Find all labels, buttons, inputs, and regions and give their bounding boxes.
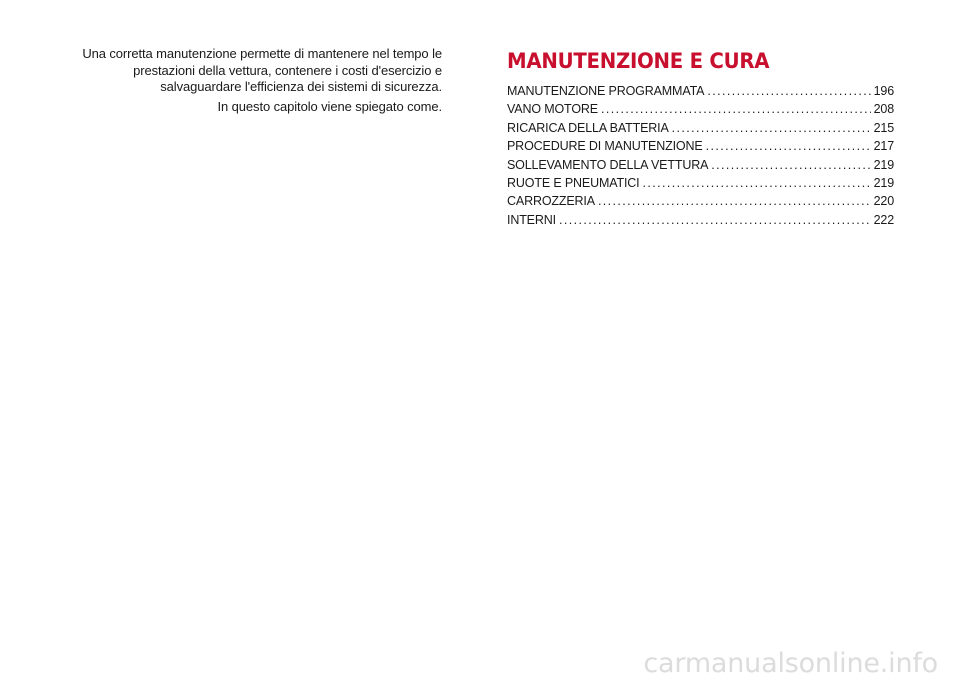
toc-entry-label: SOLLEVAMENTO DELLA VETTURA <box>507 157 709 172</box>
intro-paragraph: In questo capitolo viene spiegato come. <box>217 98 442 114</box>
toc-entry-ruote-pneumatici[interactable] <box>507 174 894 192</box>
toc-entry-label: VANO MOTORE <box>507 102 598 117</box>
toc-entry-page: 196 <box>873 84 894 98</box>
toc-entry-label: INTERNI <box>507 212 556 227</box>
toc-entry-page: 208 <box>873 102 894 117</box>
toc-entry-page: 215 <box>873 120 894 135</box>
toc-entry-label: RICARICA DELLA BATTERIA <box>507 120 669 135</box>
toc-entry-carrozzeria[interactable] <box>507 192 894 210</box>
toc-leader-dots <box>672 119 871 137</box>
toc-leader-dots <box>601 100 871 118</box>
toc-leader-dots <box>707 82 870 100</box>
toc-entry-page: 219 <box>873 175 894 190</box>
toc-entry-label: RUOTE E PNEUMATICI <box>507 175 640 190</box>
toc-entry-page: 220 <box>873 194 894 209</box>
chapter-title: MANUTENZIONE E CURA <box>507 49 770 73</box>
toc-entry-ricarica-batteria[interactable] <box>507 119 894 137</box>
intro-paragraph: Una corretta manutenzione permette di mantenere nel tempo le prestazioni della vettura, contenere i costi d'esercizio e salvaguardare l'efficienza dei sistemi di sicurezza. <box>82 46 442 94</box>
toc-entry-procedure-manutenzione[interactable] <box>507 137 894 155</box>
toc-entry-page: 219 <box>873 157 894 172</box>
watermark-text: carmanualsonline.info <box>643 648 938 679</box>
toc-entry-label: PROCEDURE DI MANUTENZIONE <box>507 139 703 154</box>
toc-entry-label: CARROZZERIA <box>507 194 595 209</box>
toc-entry-vano-motore[interactable] <box>507 100 894 118</box>
toc-leader-dots <box>643 174 871 192</box>
intro-text <box>60 46 442 115</box>
toc-list <box>507 82 894 229</box>
toc-leader-dots <box>598 192 871 210</box>
toc-entry-page: 222 <box>873 212 894 227</box>
toc-leader-dots <box>711 156 870 174</box>
toc-entry-manutenzione-programmata[interactable] <box>507 82 894 100</box>
toc-entry-label: MANUTENZIONE PROGRAMMATA <box>507 84 705 98</box>
toc-entry-interni[interactable] <box>507 211 894 229</box>
toc-leader-dots <box>559 211 871 229</box>
toc-entry-sollevamento-vettura[interactable] <box>507 156 894 174</box>
table-of-contents <box>507 48 894 229</box>
toc-entry-page: 217 <box>873 139 894 154</box>
toc-leader-dots <box>706 137 871 155</box>
